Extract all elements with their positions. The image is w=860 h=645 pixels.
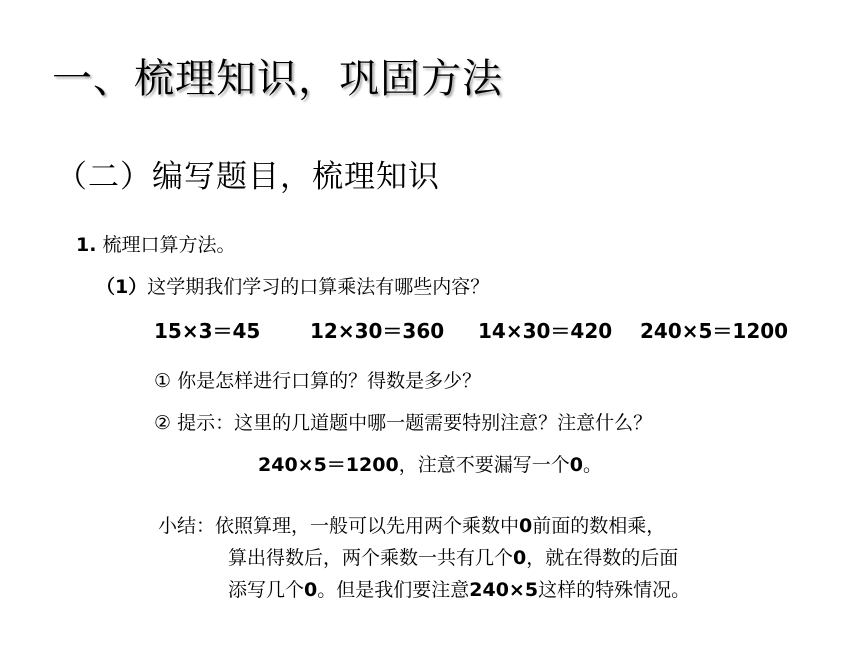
expression-3: 14×30＝420 [478,319,613,343]
note-expression: 240×5＝1200 [258,454,399,476]
note-end: 。 [582,454,602,476]
expression-2: 12×30＝360 [310,319,445,343]
item-number: 1. [76,234,97,256]
prompt-1: ① 你是怎样进行口算的？得数是多少？ [154,370,482,392]
summary-line-1: 小结：依照算理，一般可以先用两个乘数中0前面的数相乘， [158,515,666,537]
item-heading-text: 梳理口算方法。 [102,234,236,256]
summary-line-3: 添写几个0。但是我们要注意240×5这样的特殊情况。 [228,579,691,601]
note-line [258,452,602,478]
expression-list [154,317,788,345]
expression-4: 240×5＝1200 [640,319,789,343]
item-heading [76,232,236,258]
question-1-text: 这学期我们学习的口算乘法有哪些内容？ [147,276,490,298]
expression-1: 15×3＝45 [154,319,261,343]
prompt-2: ② 提示：这里的几道题中哪一题需要特别注意？注意什么？ [154,412,653,434]
summary-label: 小结： [158,515,216,537]
section-subtitle: （二）编写题目，梳理知识 [56,159,440,195]
summary-line-2: 算出得数后，两个乘数一共有几个0，就在得数的后面 [228,547,679,569]
page-title: 一、梳理知识，巩固方法 [52,56,503,102]
note-zero: 0 [569,454,583,476]
summary-block [158,510,818,606]
question-1 [96,274,489,300]
question-1-prefix: （1） [96,276,148,298]
note-text: ，注意不要漏写一个 [398,454,570,476]
